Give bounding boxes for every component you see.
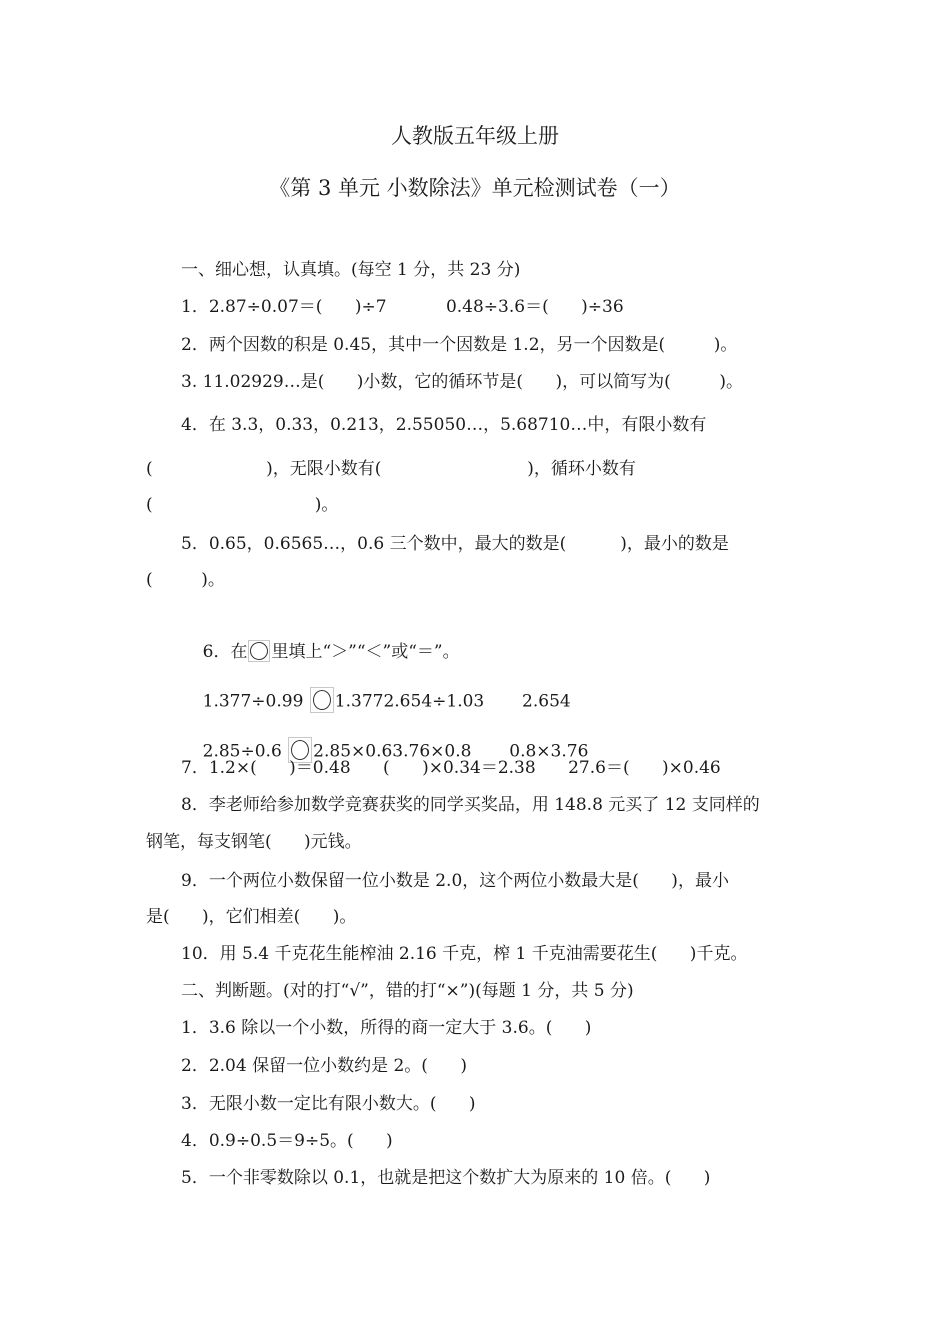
judgement-3: 3．无限小数一定比有限小数大。( )	[181, 1094, 476, 1114]
question-4-line-1: 4．在 3.3，0.33，0.213，2.55050…，5.68710…中，有限小数有	[181, 415, 707, 435]
question-6-suffix: 里填上“＞”“＜”或“＝”。	[271, 642, 460, 662]
question-6-prefix: 6．在	[202, 642, 248, 662]
question-9-line-1: 9．一个两位小数保留一位小数是 2.0，这个两位小数最大是( )，最小	[181, 871, 729, 891]
section-2-heading: 二、判断题。(对的打“√”，错的打“×”)(每题 1 分，共 5 分)	[181, 981, 634, 1001]
question-5-line-1: 5．0.65，0.6565…，0.6 三个数中，最大的数是( )，最小的数是	[181, 534, 729, 554]
q6-row1-left: 1.377÷0.99	[202, 691, 309, 712]
judgement-5: 5．一个非零数除以 0.1，也就是把这个数扩大为原来的 10 倍。( )	[181, 1168, 711, 1188]
page-subtitle: 《第 3 单元 小数除法》单元检测试卷（一）	[269, 176, 681, 200]
compare-circle-icon	[248, 640, 270, 662]
question-10: 10．用 5.4 千克花生能榨油 2.16 千克，榨 1 千克油需要花生( )千克。	[181, 944, 748, 964]
compare-circle-icon[interactable]	[310, 687, 334, 713]
question-1: 1．2.87÷0.07＝( )÷7 0.48÷3.6＝( )÷36	[181, 297, 624, 317]
q6-row1-right: 1.3772.654÷1.03 2.654	[334, 691, 571, 712]
question-7: 7．1.2×( )＝0.48 ( )×0.34＝2.38 27.6＝( )×0.46	[181, 758, 721, 778]
question-4-line-3: ( )。	[146, 495, 339, 515]
judgement-1: 1．3.6 除以一个小数，所得的商一定大于 3.6。( )	[181, 1018, 592, 1038]
question-4-line-2: ( )，无限小数有( )，循环小数有	[146, 459, 636, 479]
judgement-2: 2．2.04 保留一位小数约是 2。( )	[181, 1056, 467, 1076]
question-5-line-2: ( )。	[146, 570, 225, 590]
q6-row2-left: 2.85÷0.6	[202, 741, 288, 762]
judgement-4: 4．0.9÷0.5＝9÷5。( )	[181, 1131, 393, 1151]
question-3: 3. 11.02929…是( )小数，它的循环节是( )，可以简写为( )。	[181, 372, 744, 392]
question-8-line-2: 钢笔，每支钢笔( )元钱。	[146, 832, 362, 852]
question-9-line-2: 是( )，它们相差( )。	[146, 907, 357, 927]
section-1-heading: 一、细心想，认真填。(每空 1 分，共 23 分)	[181, 260, 521, 280]
q6-row2-right: 2.85×0.63.76×0.8 0.8×3.76	[313, 741, 589, 762]
page-title: 人教版五年级上册	[391, 124, 559, 148]
question-2: 2．两个因数的积是 0.45，其中一个因数是 1.2，另一个因数是( )。	[181, 335, 738, 355]
question-8-line-1: 8．李老师给参加数学竞赛获奖的同学买奖品，用 148.8 元买了 12 支同样的	[181, 795, 760, 815]
